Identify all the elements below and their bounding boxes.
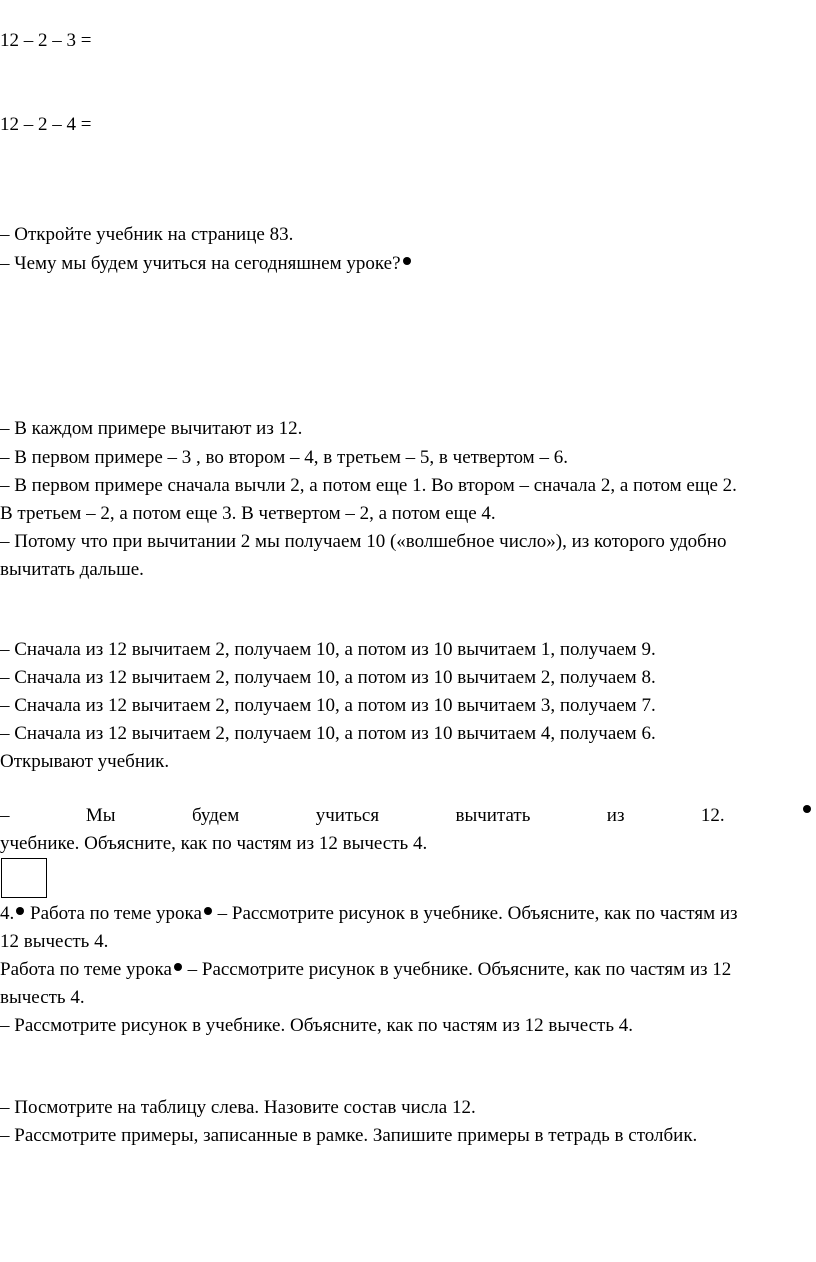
step-line-5: Открывают учебник. xyxy=(0,751,170,772)
section-text: – Рассмотрите рисунок в учебнике. Объясните, как по частям из xyxy=(212,903,738,924)
section4-line-1 xyxy=(0,903,738,925)
goal-word: Мы xyxy=(85,805,116,826)
section4-line-3 xyxy=(0,959,731,981)
section4-line-2: 12 вычесть 4. xyxy=(0,931,109,952)
intro-line-2 xyxy=(0,253,412,275)
section4-line-4: вычесть 4. xyxy=(0,987,85,1008)
answer-line-6: вычитать дальше. xyxy=(0,559,144,580)
bullet-icon xyxy=(803,805,811,813)
answer-line-3: – В первом примере сначала вычли 2, а потом еще 1. Во втором – сначала 2, а потом еще 2. xyxy=(0,475,737,496)
goal-line-2: учебнике. Объясните, как по частям из 12 вычесть 4. xyxy=(0,833,428,854)
answer-line-5: – Потому что при вычитании 2 мы получаем 10 («волшебное число»), из которого удобно xyxy=(0,531,727,552)
goal-word: учиться xyxy=(315,805,380,826)
goal-line-1 xyxy=(0,805,812,827)
closing-line-2: – Рассмотрите примеры, записанные в рамке. Запишите примеры в тетрадь в столбик. xyxy=(0,1125,698,1146)
step-line-3: – Сначала из 12 вычитаем 2, получаем 10, а потом из 10 вычитаем 3, получаем 7. xyxy=(0,695,656,716)
section4-line-5: – Рассмотрите рисунок в учебнике. Объясните, как по частям из 12 вычесть 4. xyxy=(0,1015,634,1036)
section-heading: Работа по теме урока xyxy=(25,903,202,924)
intro-line-2-text: – Чему мы будем учиться на сегодняшнем уроке? xyxy=(0,253,401,274)
goal-word: будем xyxy=(191,805,240,826)
bullet-icon xyxy=(174,963,182,971)
goal-word: 12. xyxy=(700,805,725,826)
empty-frame-box xyxy=(1,858,47,898)
answer-line-2: – В первом примере – 3 , во втором – 4, в третьем – 5, в четвертом – 6. xyxy=(0,447,568,468)
intro-line-1: – Откройте учебник на странице 83. xyxy=(0,224,294,245)
bullet-icon xyxy=(403,257,411,265)
exercise-1: 12 – 2 – 3 = xyxy=(0,30,92,51)
section-text: – Рассмотрите рисунок в учебнике. Объясните, как по частям из 12 xyxy=(182,959,732,980)
step-line-1: – Сначала из 12 вычитаем 2, получаем 10, а потом из 10 вычитаем 1, получаем 9. xyxy=(0,639,656,660)
goal-word: – xyxy=(0,805,10,826)
bullet-icon xyxy=(16,907,24,915)
goal-word: из xyxy=(606,805,625,826)
step-line-4: – Сначала из 12 вычитаем 2, получаем 10, а потом из 10 вычитаем 4, получаем 6. xyxy=(0,723,656,744)
answer-line-1: – В каждом примере вычитают из 12. xyxy=(0,418,303,439)
answer-line-4: В третьем – 2, а потом еще 3. В четвертом – 2, а потом еще 4. xyxy=(0,503,496,524)
exercise-2: 12 – 2 – 4 = xyxy=(0,114,92,135)
bullet-icon xyxy=(204,907,212,915)
section-number: 4. xyxy=(0,903,15,924)
goal-word: вычитать xyxy=(455,805,531,826)
section-heading: Работа по теме урока xyxy=(0,959,172,980)
closing-line-1: – Посмотрите на таблицу слева. Назовите состав числа 12. xyxy=(0,1097,476,1118)
step-line-2: – Сначала из 12 вычитаем 2, получаем 10, а потом из 10 вычитаем 2, получаем 8. xyxy=(0,667,656,688)
